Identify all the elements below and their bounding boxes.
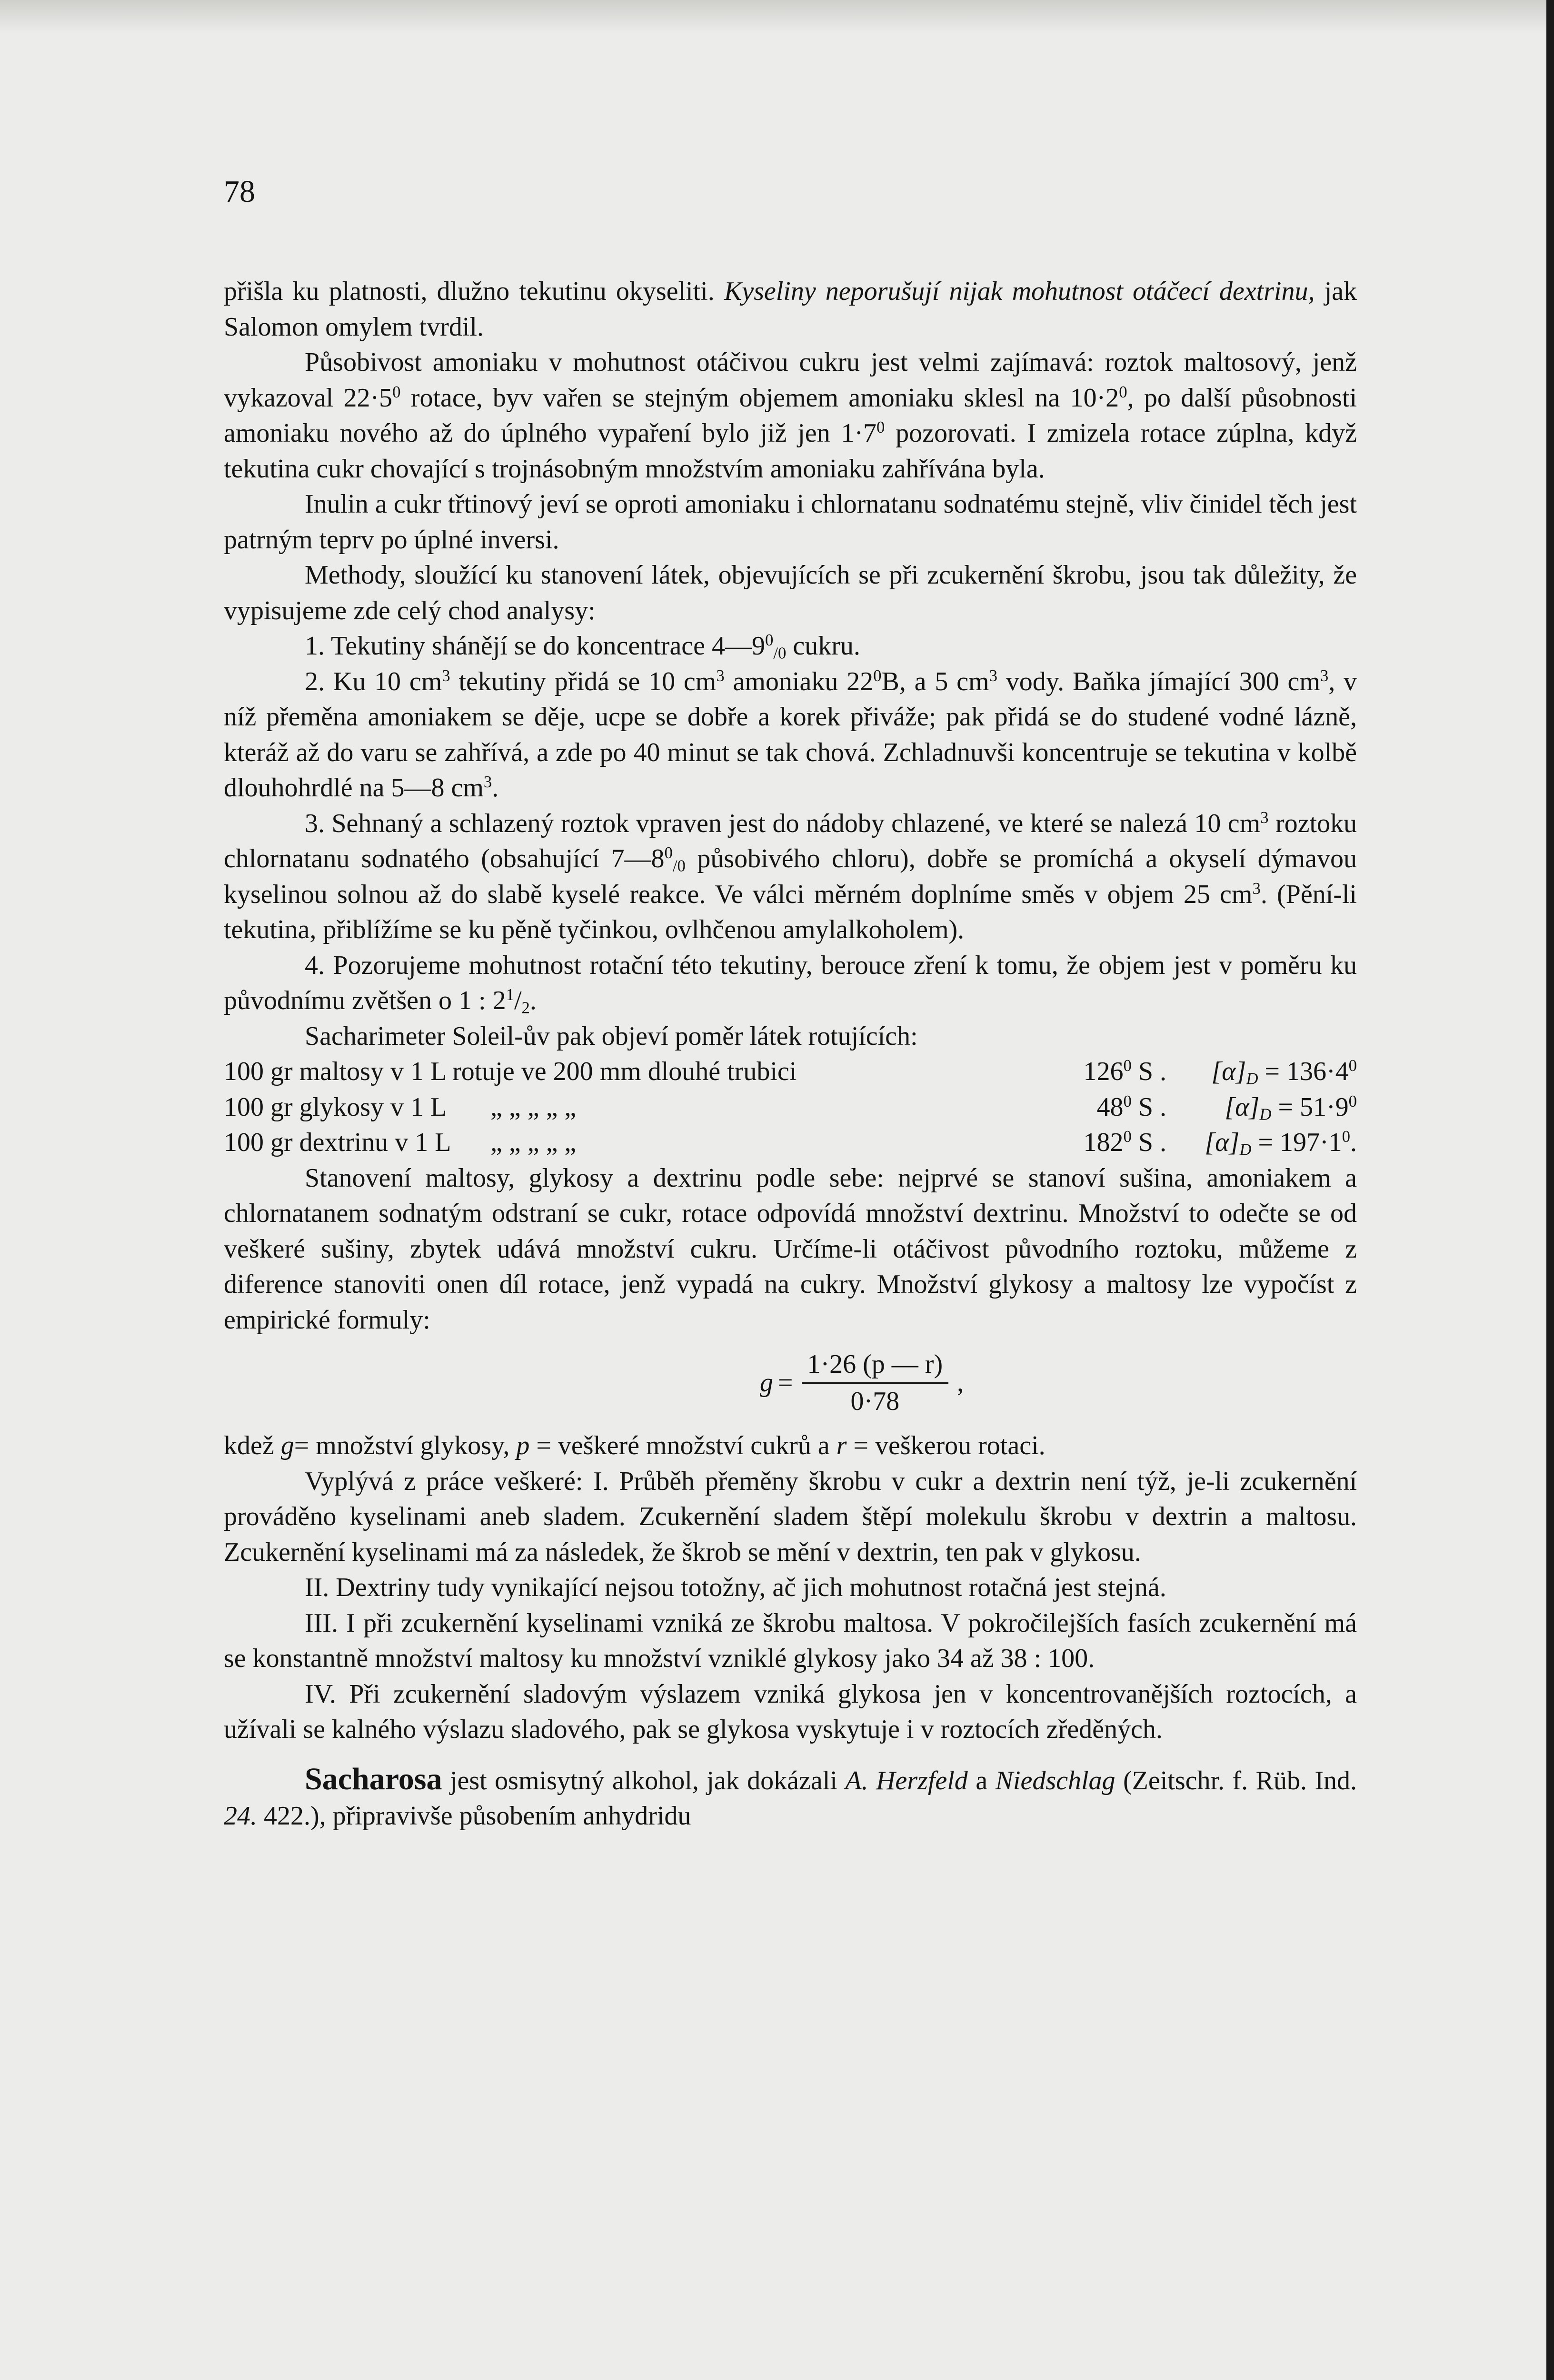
conclusion-3: III. I při zcukernění kyselinami vzniká ze škrobu maltosa. V pokročilejších fasích zcukernění má se konstantně množství maltosy ku množství vzniklé glykosy jako 34 až 38 : 100. [224, 1608, 1357, 1673]
empirical-formula [367, 1338, 1357, 1428]
rotation-row-dextrin: 100 gr dextrinu v 1 L „ „ „ „ „ $182^0$ S . $[\alpha]_D = 197\cdot 1^0$. [224, 1127, 1357, 1159]
paragraph-sacharosa: Sacharosa jest osmisytný alkohol, jak dokázali A. Herzfeld a Niedschlag (Zeitschr. f. Rüb. Ind. 24. 422.), připravivše působením anhydridu [224, 1761, 1357, 1831]
paragraph-inulin: Inulin a cukr třtinový jeví se oproti amoniaku i chlornatanu sodnatému stejně, vliv činidel těch jest patrným teprv po úplné inversi. [224, 489, 1357, 555]
formula-lhs: g [759, 1368, 773, 1398]
paragraph-ammonia: Působivost amoniaku v mohutnost otáčivou cukru jest velmi zajímavá: roztok maltosový, jenž vykazoval $22\cdot 5^0$ rotace, byv vařen se stejným objemem amoniaku sklesl na $10\cdot 2^0$, po další působnosti amoniaku nového až do úplného vypaření bylo již jen $1\cdot 7^0$ pozorovati. I zmizela rotace zúplna, když tekutina cukr chovající s trojnásobným množstvím amoniaku zahřívána byla. [224, 347, 1357, 484]
formula-trail: , [957, 1368, 964, 1398]
paragraph-methods: Methody, sloužící ku stanovení látek, objevujících se při zcukernění škrobu, jsou tak důležity, že vypisujeme zde celý chod analysy: [224, 560, 1357, 625]
scan-right-edge [1546, 0, 1554, 2380]
formula-legend: kdež g= množství glykosy, p = veškeré množství cukrů a r = veškerou rotaci. [224, 1431, 1046, 1460]
rotation-row-glykosa: 100 gr glykosy v 1 L „ „ „ „ „ $48^0$ S . $[\alpha]_D = 51\cdot 9^0$ [224, 1091, 1357, 1124]
conclusion-1: Vyplývá z práce veškeré: I. Průběh přeměny škrobu v cukr a dextrin není týž, je-li zcukernění prováděno kyselinami aneb sladem. Zcukernění sladem štěpí molekulu škrobu v dextrin a maltosu. Zcukernění kyselinami má za následek, že škrob se mění v dextrin, ten pak v glykosu. [224, 1466, 1357, 1567]
step-1: 1. Tekutiny shánějí se do koncentrace $4—9^0_{/0}$ cukru. [305, 630, 860, 663]
rotation-table [224, 1054, 1357, 1160]
formula-equals: = [777, 1368, 793, 1398]
conclusion-2: II. Dextriny tudy vynikající nejsou totožny, ač jich mohutnost rotačná jest stejná. [305, 1573, 1166, 1602]
step-3: 3. Sehnaný a schlazený roztok vpraven jest do nádoby chlazené, ve které se nalezá 10 $cm^3$ roztoku chlornatanu sodnatého (obsahující $7—8^0_{/0}$ působivého chloru), dobře se promíchá a okyselí dýmavou kyselinou solnou až do slabě kyselé reakce. Ve válci měrném doplníme směs v objem 25 $cm^3$. (Pění-li tekutina, přiblížíme se ku pěně tyčinkou, ovlhčenou amylalkoholem). [224, 808, 1357, 944]
step-2: 2. Ku 10 $cm^3$ tekutiny přidá se 10 $cm^3$ amoniaku $22^0B$, a 5 $cm^3$ vody. Baňka jímající 300 $cm^3$, v níž přeměna amoniakem se děje, ucpe se dobře a korek přiváže; pak přidá se do studené vodné lázně, kteráž až do varu se zahřívá, a zde po 40 minut se tak chová. Zchladnuvši koncentruje se tekutina v kolbě dlouhohrdlé na 5—8 $cm^3$. [224, 666, 1357, 803]
body-text [224, 274, 1357, 1834]
scan-top-edge [0, 0, 1554, 33]
formula-fraction [802, 1347, 949, 1419]
book-page [224, 176, 1357, 2380]
formula-denominator: 0·78 [850, 1386, 900, 1416]
paragraph-determination: Stanovení maltosy, glykosy a dextrinu podle sebe: nejprvé se stanoví sušina, amoniakem a chlornatanem sodnatým odstraní se cukr, rotace odpovídá množství dextrinu. Množství to odečte se od veškeré sušiny, zbytek udává množství cukru. Určíme-li otáčivost původního roztoku, můžeme z diference stanoviti onen díl rotace, jenž vypadá na cukry. Množství glykosy a maltosy lze vypočíst z empirické formuly: [224, 1163, 1357, 1335]
page-number: 78 [224, 174, 255, 209]
step-4: 4. Pozorujeme mohutnost rotační této tekutiny, berouce zření k tomu, že objem jest v poměru ku původnímu zvětšen o 1 : $2^1/_2$. [224, 950, 1357, 1017]
paragraph-1: přišla ku platnosti, dlužno tekutinu okyseliti. Kyseliny neporušují nijak mohutnost otáčecí dextrinu, jak Salomon omylem tvrdil. [224, 277, 1357, 342]
paragraph-saccharimeter: Sacharimeter Soleil-ův pak objeví poměr látek rotujících: [305, 1021, 918, 1051]
conclusion-4: IV. Při zcukernění sladovým výslazem vzniká glykosa jen v koncentrovanějších roztocích, a užívali se kalného výslazu sladového, pak se glykosa vyskytuje i v roztocích zředěných. [224, 1679, 1357, 1744]
rotation-row-maltosa: 100 gr maltosy v 1 L rotuje ve 200 mm dlouhé trubici $126^0$ S . $[\alpha]_D = 136\cdot 4^0$ [224, 1056, 1357, 1088]
formula-numerator: 1·26 (p — r) [802, 1347, 949, 1384]
